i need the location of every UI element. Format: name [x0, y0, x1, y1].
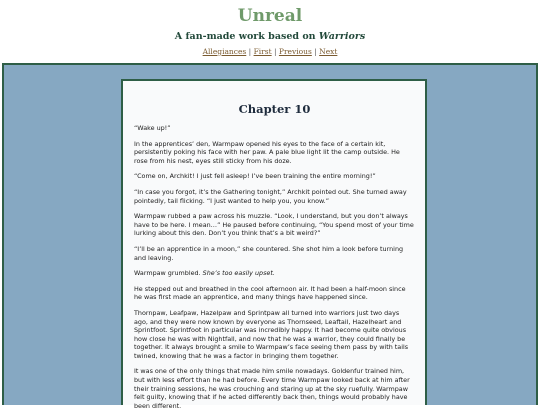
paragraph: [134, 269, 415, 278]
paragraph: “In case you forgot, it’s the Gathering tonight,” Archkit pointed out. She turned away pointedly, tail flicking. “I just wanted to help you, you know.”: [134, 187, 407, 205]
site-header: [0, 0, 540, 62]
paragraph-italic: She’s too easily upset.: [202, 269, 275, 278]
chapter-page[interactable]: [121, 79, 427, 410]
paragraph: It was one of the only things that made him smile nowadays. Goldenfur trained him, but with less effort than he had before. Every time Warmpaw looked back at him after their training sessions, he was crouching and staring up at the sky ruefully. Warmpaw felt guilty, knowing that if he acted differently back then, things would probably have been different.: [134, 367, 410, 410]
paragraph: Thornpaw, Leafpaw, Hazelpaw and Sprintpaw all turned into warriors just two days ago, and they were now known by everyone as Thornseed, Leaftail, Hazelheart and Sprintfoot. Sprintfoot in particular was incredibly happy. It had become quite obvious how close he was with Nightfall, and now that he was a warrior, they could finally be together. It always brought a smile to Warmpaw’s face seeing them pass by with tails twined, knowing that he was a factor in bringing them together.: [134, 308, 409, 360]
nav-separator: |: [311, 47, 320, 56]
nav-link-first[interactable]: First: [253, 47, 272, 56]
paragraph: “Come on, Archkit! I just fell asleep! I’ve been training the entire morning!”: [134, 172, 376, 181]
chapter-navigation: [0, 47, 540, 56]
paragraph: Warmpaw rubbed a paw across his muzzle. “Look, I understand, but you don’t always have to be here. I mean…” He paused before continuing, “You spend most of your time lurking about this den. Don’t you think that’s a bit weird?”: [134, 212, 414, 238]
site-title: Unreal: [237, 6, 303, 26]
nav-link-next[interactable]: Next: [319, 47, 338, 56]
paragraph: “Wake up!”: [134, 124, 171, 132]
paragraph: “I’ll be an apprentice in a moon,” she countered. She shot him a look before turning and leaving.: [134, 244, 404, 262]
nav-link-previous[interactable]: Previous: [278, 47, 312, 56]
chapter-title: Chapter 10: [238, 102, 311, 116]
nav-separator: |: [246, 47, 254, 56]
site-subtitle: [0, 31, 540, 42]
content-frame: [2, 63, 538, 410]
nav-link-allegiances[interactable]: Allegiances: [202, 47, 247, 56]
paragraph: He stepped out and breathed in the cool afternoon air. It had been a half-moon since he was first made an apprentice, and many things have happened since.: [134, 284, 406, 302]
nav-separator: |: [271, 47, 279, 56]
paragraph-text: Warmpaw grumbled.: [134, 269, 203, 278]
subtitle-emphasis: Warriors: [318, 31, 366, 42]
paragraph: In the apprentices’ den, Warmpaw opened his eyes to the face of a certain kit, persistently poking his face with her paw. A pale blue light lit the camp outside. He rose from his nest, eyes still sticky from his doze.: [134, 139, 400, 165]
subtitle-text: A fan-made work based on: [174, 31, 319, 42]
chapter-content: [123, 102, 425, 410]
